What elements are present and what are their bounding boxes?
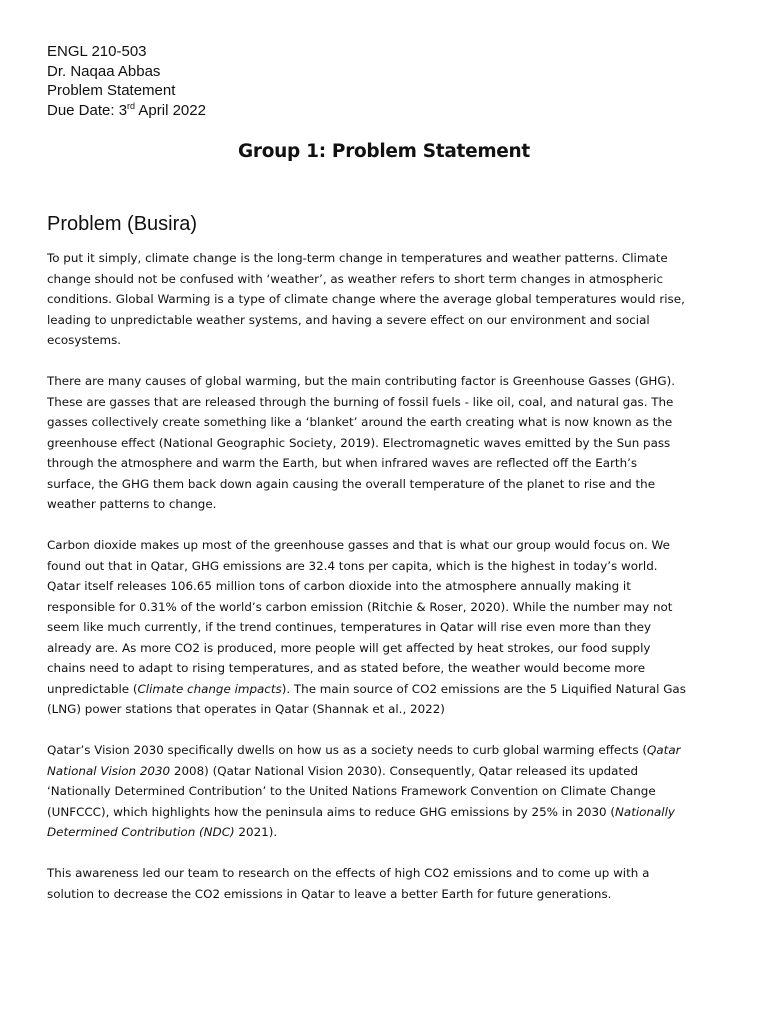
paragraph-5 <box>47 863 723 904</box>
paragraph-line: To put it simply, climate change is the long-term change in temperatures and weather patterns. Climate <box>47 251 668 265</box>
course-code: ENGL 210-503 <box>47 43 147 60</box>
paragraph-line: Qatar itself releases 106.65 million tons of carbon dioxide into the atmosphere annually making it <box>47 579 631 593</box>
due-date-prefix: Due Date: 3 <box>47 101 128 119</box>
paragraph-line: Qatar’s Vision 2030 specifically dwells on how us as a society needs to curb global warming effects (Qatar <box>47 743 681 757</box>
paragraph-line: greenhouse effect (National Geographic Society, 2019). Electromagnetic waves emitted by the Sun pass <box>47 435 671 450</box>
paragraph-line: ecosystems. <box>47 333 122 347</box>
body-text <box>47 248 723 925</box>
document-header <box>47 42 206 120</box>
paragraph-line: solution to decrease the CO2 emissions in Qatar to leave a better Earth for future generations. <box>47 886 612 901</box>
instructor-name: Dr. Naqaa Abbas <box>47 62 161 80</box>
paragraph-line: already are. As more CO2 is produced, more people will get affected by heat strokes, our food supply <box>47 640 651 655</box>
paragraph-3 <box>47 535 723 720</box>
section-heading: Problem (Busira) <box>47 213 198 235</box>
paragraph-2 <box>47 371 723 515</box>
paragraph-line: conditions. Global Warming is a type of climate change where the average global temperatures would rise, <box>47 292 685 306</box>
paragraph-line: Determined Contribution (NDC) 2021). <box>47 825 278 839</box>
due-date-ordinal: rd <box>127 100 136 111</box>
paragraph-line: change should not be confused with ‘weather’, as weather refers to short term changes in atmospheric <box>47 271 664 286</box>
due-date <box>47 101 206 121</box>
paragraph-line: found out that in Qatar, GHG emissions are 32.4 tons per capita, which is the highest in today’s world. <box>47 558 658 573</box>
assignment-name: Problem Statement <box>47 82 176 99</box>
paragraph-line: seem like much currently, if the trend continues, temperatures in Qatar will rise even more than they <box>47 620 652 634</box>
paragraph-1 <box>47 248 723 351</box>
paragraph-line: There are many causes of global warming, but the main contributing factor is Greenhouse Gasses (GHG). <box>47 374 675 388</box>
paragraph-line: This awareness led our team to research on the effects of high CO2 emissions and to come up with a <box>47 866 650 880</box>
paragraph-line: through the atmosphere and warm the Earth, but when infrared waves are reflected off the Earth’s <box>47 456 638 470</box>
paragraph-line: weather patterns to change. <box>47 497 217 511</box>
paragraph-line: gasses collectively create something like a ‘blanket’ around the earth creating what is now known as the <box>47 415 673 429</box>
paragraph-4 <box>47 740 723 843</box>
paragraph-line: (UNFCCC), which highlights how the peninsula aims to reduce GHG emissions by 25% in 2030 (Nationally <box>47 804 675 819</box>
paragraph-line: Carbon dioxide makes up most of the greenhouse gasses and that is what our group would focus on. We <box>47 538 670 552</box>
paragraph-line: chains need to adapt to rising temperatures, and as stated before, the weather would become more <box>47 661 646 675</box>
paragraph-line: These are gasses that are released through the burning of fossil fuels - like oil, coal, and natural gas. The <box>47 394 674 409</box>
paragraph-line: leading to unpredictable weather systems, and having a severe effect on our environment and social <box>47 312 650 327</box>
due-date-rest: April 2022 <box>135 101 206 119</box>
paragraph-line: unpredictable (Climate change impacts). The main source of CO2 emissions are the 5 Liquified Natural Gas <box>47 681 686 696</box>
paragraph-line: surface, the GHG them back down again causing the overall temperature of the planet to rise and the <box>47 476 656 491</box>
document-title: Group 1: Problem Statement <box>238 141 530 162</box>
paragraph-line: ‘Nationally Determined Contribution’ to the United Nations Framework Convention on Climate Change <box>47 784 656 798</box>
paragraph-line: National Vision 2030 2008) (Qatar National Vision 2030). Consequently, Qatar released its updated <box>47 763 638 778</box>
paragraph-line: (LNG) power stations that operates in Qatar (Shannak et al., 2022) <box>47 702 445 716</box>
paragraph-line: responsible for 0.31% of the world’s carbon emission (Ritchie & Roser, 2020). While the number may not <box>47 599 673 614</box>
